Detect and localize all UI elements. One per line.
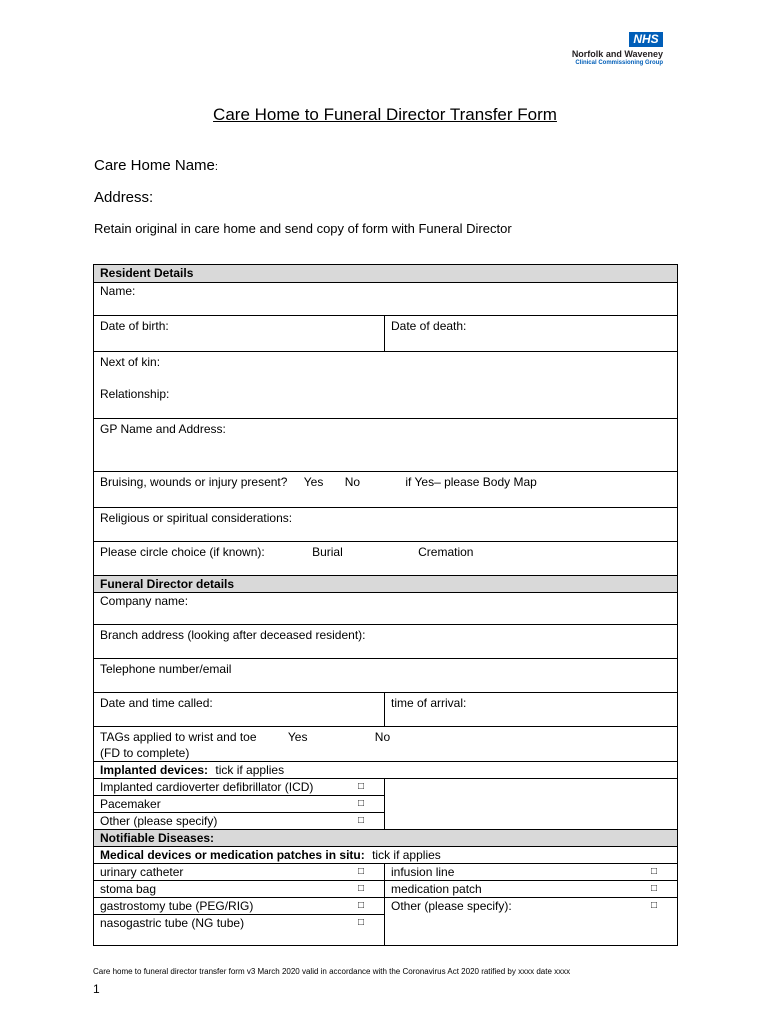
gastrostomy-tube-item: gastrostomy tube (PEG/RIG) □ xyxy=(94,898,385,915)
address-label[interactable]: Address: xyxy=(94,189,154,206)
medical-devices-heading: Medical devices or medication patches in situ: tick if applies xyxy=(94,847,678,864)
page-number: 1 xyxy=(93,982,100,996)
implanted-blank xyxy=(385,813,678,830)
urinary-catheter-item: urinary catheter □ xyxy=(94,864,385,881)
telephone-email-field[interactable]: Telephone number/email xyxy=(94,659,678,693)
tags-yes-option[interactable]: Yes xyxy=(287,730,308,744)
branch-address-field[interactable]: Branch address (looking after deceased resident): xyxy=(94,625,678,659)
tags-label: TAGs applied to wrist and toe xyxy=(100,730,257,744)
company-name-field[interactable]: Company name: xyxy=(94,593,678,625)
icd-checkbox[interactable]: □ xyxy=(357,781,364,792)
org-subtitle: Clinical Commissioning Group xyxy=(575,60,663,66)
implanted-hint: tick if applies xyxy=(215,763,285,777)
bruising-row xyxy=(94,472,678,508)
org-name: Norfolk and Waveney xyxy=(571,49,663,59)
footer-note: Care home to funeral director transfer form v3 March 2020 valid in accordance with the Coronavirus Act 2020 ratified by xxxx date xxxx xyxy=(93,967,571,976)
medical-other-checkbox[interactable]: □ xyxy=(650,900,657,911)
medication-patch-checkbox[interactable]: □ xyxy=(650,883,657,894)
bruising-no-option[interactable]: No xyxy=(344,475,361,489)
gastrostomy-tube-checkbox[interactable]: □ xyxy=(357,900,364,911)
implanted-devices-heading: Implanted devices: tick if applies xyxy=(94,762,678,779)
resident-name-field[interactable]: Name: xyxy=(94,283,678,316)
burial-cremation-row xyxy=(94,542,678,576)
transfer-form-table xyxy=(93,264,678,946)
relationship-label: Relationship: xyxy=(100,387,170,401)
cremation-option[interactable]: Cremation xyxy=(418,545,474,559)
time-of-arrival-field[interactable]: time of arrival: xyxy=(385,693,678,727)
funeral-director-heading: Funeral Director details xyxy=(94,576,678,593)
form-title: Care Home to Funeral Director Transfer Form xyxy=(213,105,557,124)
fd-complete-note: (FD to complete) xyxy=(100,746,190,760)
tags-no-option[interactable]: No xyxy=(374,730,391,744)
stoma-bag-checkbox[interactable]: □ xyxy=(357,883,364,894)
resident-details-heading: Resident Details xyxy=(94,265,678,283)
medical-other-blank[interactable] xyxy=(385,915,678,946)
nasogastric-tube-checkbox[interactable]: □ xyxy=(357,917,364,928)
next-of-kin-label: Next of kin: xyxy=(100,355,161,369)
pacemaker-checkbox[interactable]: □ xyxy=(357,798,364,809)
urinary-catheter-checkbox[interactable]: □ xyxy=(357,866,364,877)
burial-option[interactable]: Burial xyxy=(312,545,343,559)
tags-row xyxy=(94,727,678,762)
body-map-note: if Yes– please Body Map xyxy=(405,475,537,489)
nhs-logo xyxy=(560,32,670,72)
bruising-yes-option[interactable]: Yes xyxy=(303,475,324,489)
nasogastric-tube-item: nasogastric tube (NG tube) □ xyxy=(94,915,385,946)
care-home-name-label[interactable]: Care Home Name: xyxy=(94,157,218,174)
implanted-blank xyxy=(385,779,678,796)
date-of-death-field[interactable]: Date of death: xyxy=(385,316,678,352)
implanted-other-checkbox[interactable]: □ xyxy=(357,815,364,826)
icd-item: Implanted cardioverter defibrillator (ICD) □ xyxy=(94,779,385,796)
next-of-kin-field[interactable] xyxy=(94,352,678,419)
pacemaker-item: Pacemaker □ xyxy=(94,796,385,813)
implanted-other-item: Other (please specify) □ xyxy=(94,813,385,830)
choice-label: Please circle choice (if known): xyxy=(100,545,265,559)
bruising-label: Bruising, wounds or injury present? xyxy=(100,475,288,489)
date-time-called-field[interactable]: Date and time called: xyxy=(94,693,385,727)
medical-other-item: Other (please specify): □ xyxy=(385,898,678,915)
infusion-line-checkbox[interactable]: □ xyxy=(650,866,657,877)
medical-hint: tick if applies xyxy=(372,848,441,862)
medication-patch-item: medication patch □ xyxy=(385,881,678,898)
notifiable-diseases-heading: Notifiable Diseases: xyxy=(94,830,678,847)
gp-name-address-field[interactable]: GP Name and Address: xyxy=(94,419,678,472)
infusion-line-item: infusion line □ xyxy=(385,864,678,881)
religious-considerations-field[interactable]: Religious or spiritual considerations: xyxy=(94,508,678,542)
retain-instruction: Retain original in care home and send copy of form with Funeral Director xyxy=(94,221,512,236)
implanted-blank xyxy=(385,796,678,813)
nhs-badge: NHS xyxy=(629,32,663,47)
stoma-bag-item: stoma bag □ xyxy=(94,881,385,898)
date-of-birth-field[interactable]: Date of birth: xyxy=(94,316,385,352)
